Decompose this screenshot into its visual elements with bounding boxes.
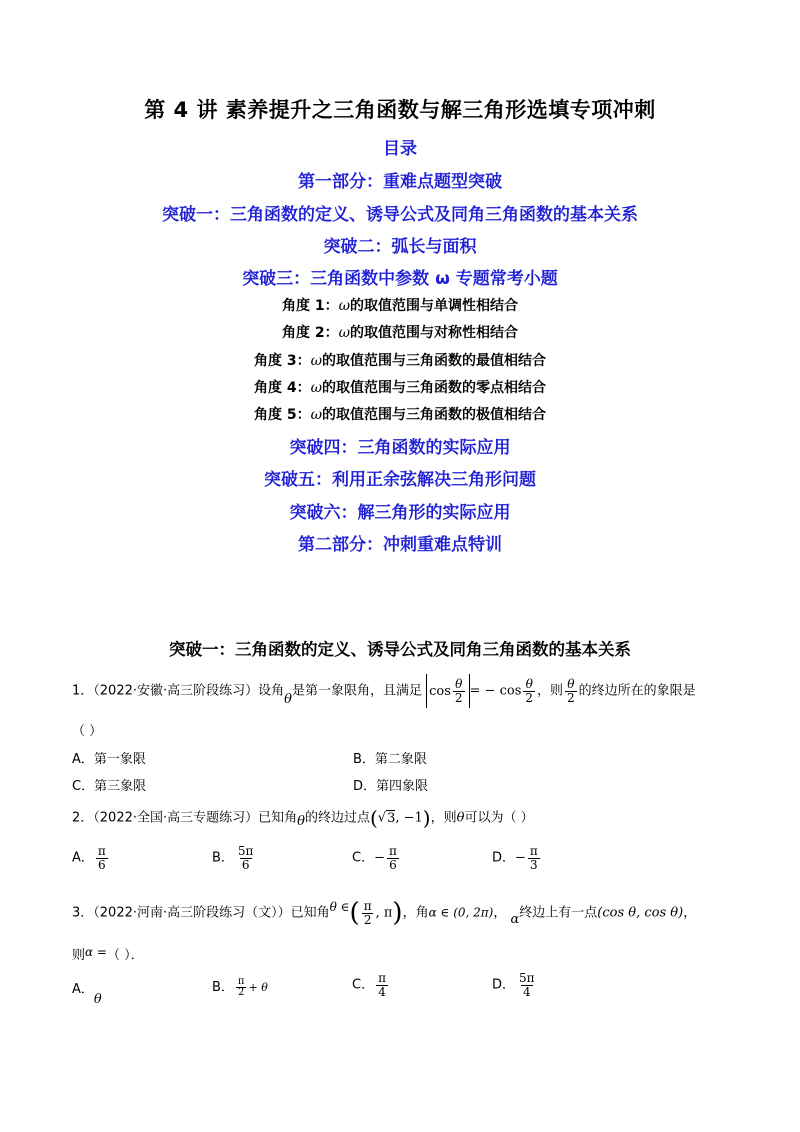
toc-angle-1[interactable]: 角度 1：ω的取值范围与单调性相结合 xyxy=(281,298,519,314)
page-title: 第 4 讲 素养提升之三角函数与解三角形选填专项冲刺 xyxy=(144,98,656,122)
toc-breakthrough-4[interactable]: 突破四：三角函数的实际应用 xyxy=(289,438,511,458)
q2-option-b[interactable]: B． $\frac{5\pi}{6}$ xyxy=(212,844,254,872)
abs-cos-expression: cos $\frac{\theta}{2}$ xyxy=(426,674,469,708)
toc-heading: 目录 xyxy=(383,139,417,159)
toc-angle-5[interactable]: 角度 5：ω的取值范围与三角函数的极值相结合 xyxy=(253,407,547,423)
toc-breakthrough-5[interactable]: 突破五：利用正余弦解决三角形问题 xyxy=(264,470,536,490)
toc-angle-3[interactable]: 角度 3：ω的取值范围与三角函数的最值相结合 xyxy=(253,353,547,369)
toc-breakthrough-1[interactable]: 突破一：三角函数的定义、诱导公式及同角三角函数的基本关系 xyxy=(162,205,638,225)
question-3: 3．（2022·河南·高三阶段练习（文））已知角θ ∈( $\frac{\pi}{2}$ , π)，角α ∈ (0, 2π)， α终边上有一点(cos θ, cos θ)， xyxy=(72,898,697,928)
toc-breakthrough-6[interactable]: 突破六：解三角形的实际应用 xyxy=(289,503,511,523)
question-1-answer-blank: （ ） xyxy=(72,724,103,739)
section-heading: 突破一：三角函数的定义、诱导公式及同角三角函数的基本关系 xyxy=(169,640,631,659)
q1-option-d[interactable]: D．第四象限 xyxy=(353,779,429,794)
toc-angle-4[interactable]: 角度 4：ω的取值范围与三角函数的零点相结合 xyxy=(253,380,547,396)
q2-option-a[interactable]: A． $\frac{\pi}{6}$ xyxy=(72,844,106,872)
toc-angle-2[interactable]: 角度 2：ω的取值范围与对称性相结合 xyxy=(281,325,519,341)
toc-breakthrough-2[interactable]: 突破二：弧长与面积 xyxy=(323,237,477,257)
question-1: 1．（2022·安徽·高三阶段练习）设角θ是第一象限角，且满足 cos $\frac{\theta}{2}$ = − cos $\frac{\theta}{2}$ ，则 $\frac{\theta}{2}$ 的终边所在的象限是 xyxy=(72,674,696,708)
q2-option-d[interactable]: D．− $\frac{\pi}{3}$ xyxy=(492,844,538,872)
q1-option-c[interactable]: C．第三象限 xyxy=(72,779,147,794)
toc-part2[interactable]: 第二部分：冲刺重难点特训 xyxy=(298,535,502,555)
q2-option-c[interactable]: C．− $\frac{\pi}{6}$ xyxy=(352,844,397,872)
q3-option-b[interactable]: B． $\frac{\pi}{2}$ + θ xyxy=(212,975,268,998)
q3-option-c[interactable]: C． $\frac{\pi}{4}$ xyxy=(352,971,386,999)
q1-option-b[interactable]: B．第二象限 xyxy=(353,752,427,767)
question-2: 2．（2022·全国·高三专题练习）已知角θ的终边过点(√3, −1)，则θ可以为（ ） xyxy=(72,806,534,830)
toc-breakthrough-3[interactable]: 突破三：三角函数中参数 ω 专题常考小题 xyxy=(242,269,558,289)
toc-part1[interactable]: 第一部分：重难点题型突破 xyxy=(298,172,502,192)
q3-option-d[interactable]: D． $\frac{5\pi}{4}$ xyxy=(492,971,535,999)
q3-option-a[interactable]: A．θ xyxy=(72,982,102,1007)
q1-option-a[interactable]: A．第一象限 xyxy=(72,752,146,767)
question-3-line-2: 则α =（ ）． xyxy=(72,945,144,963)
